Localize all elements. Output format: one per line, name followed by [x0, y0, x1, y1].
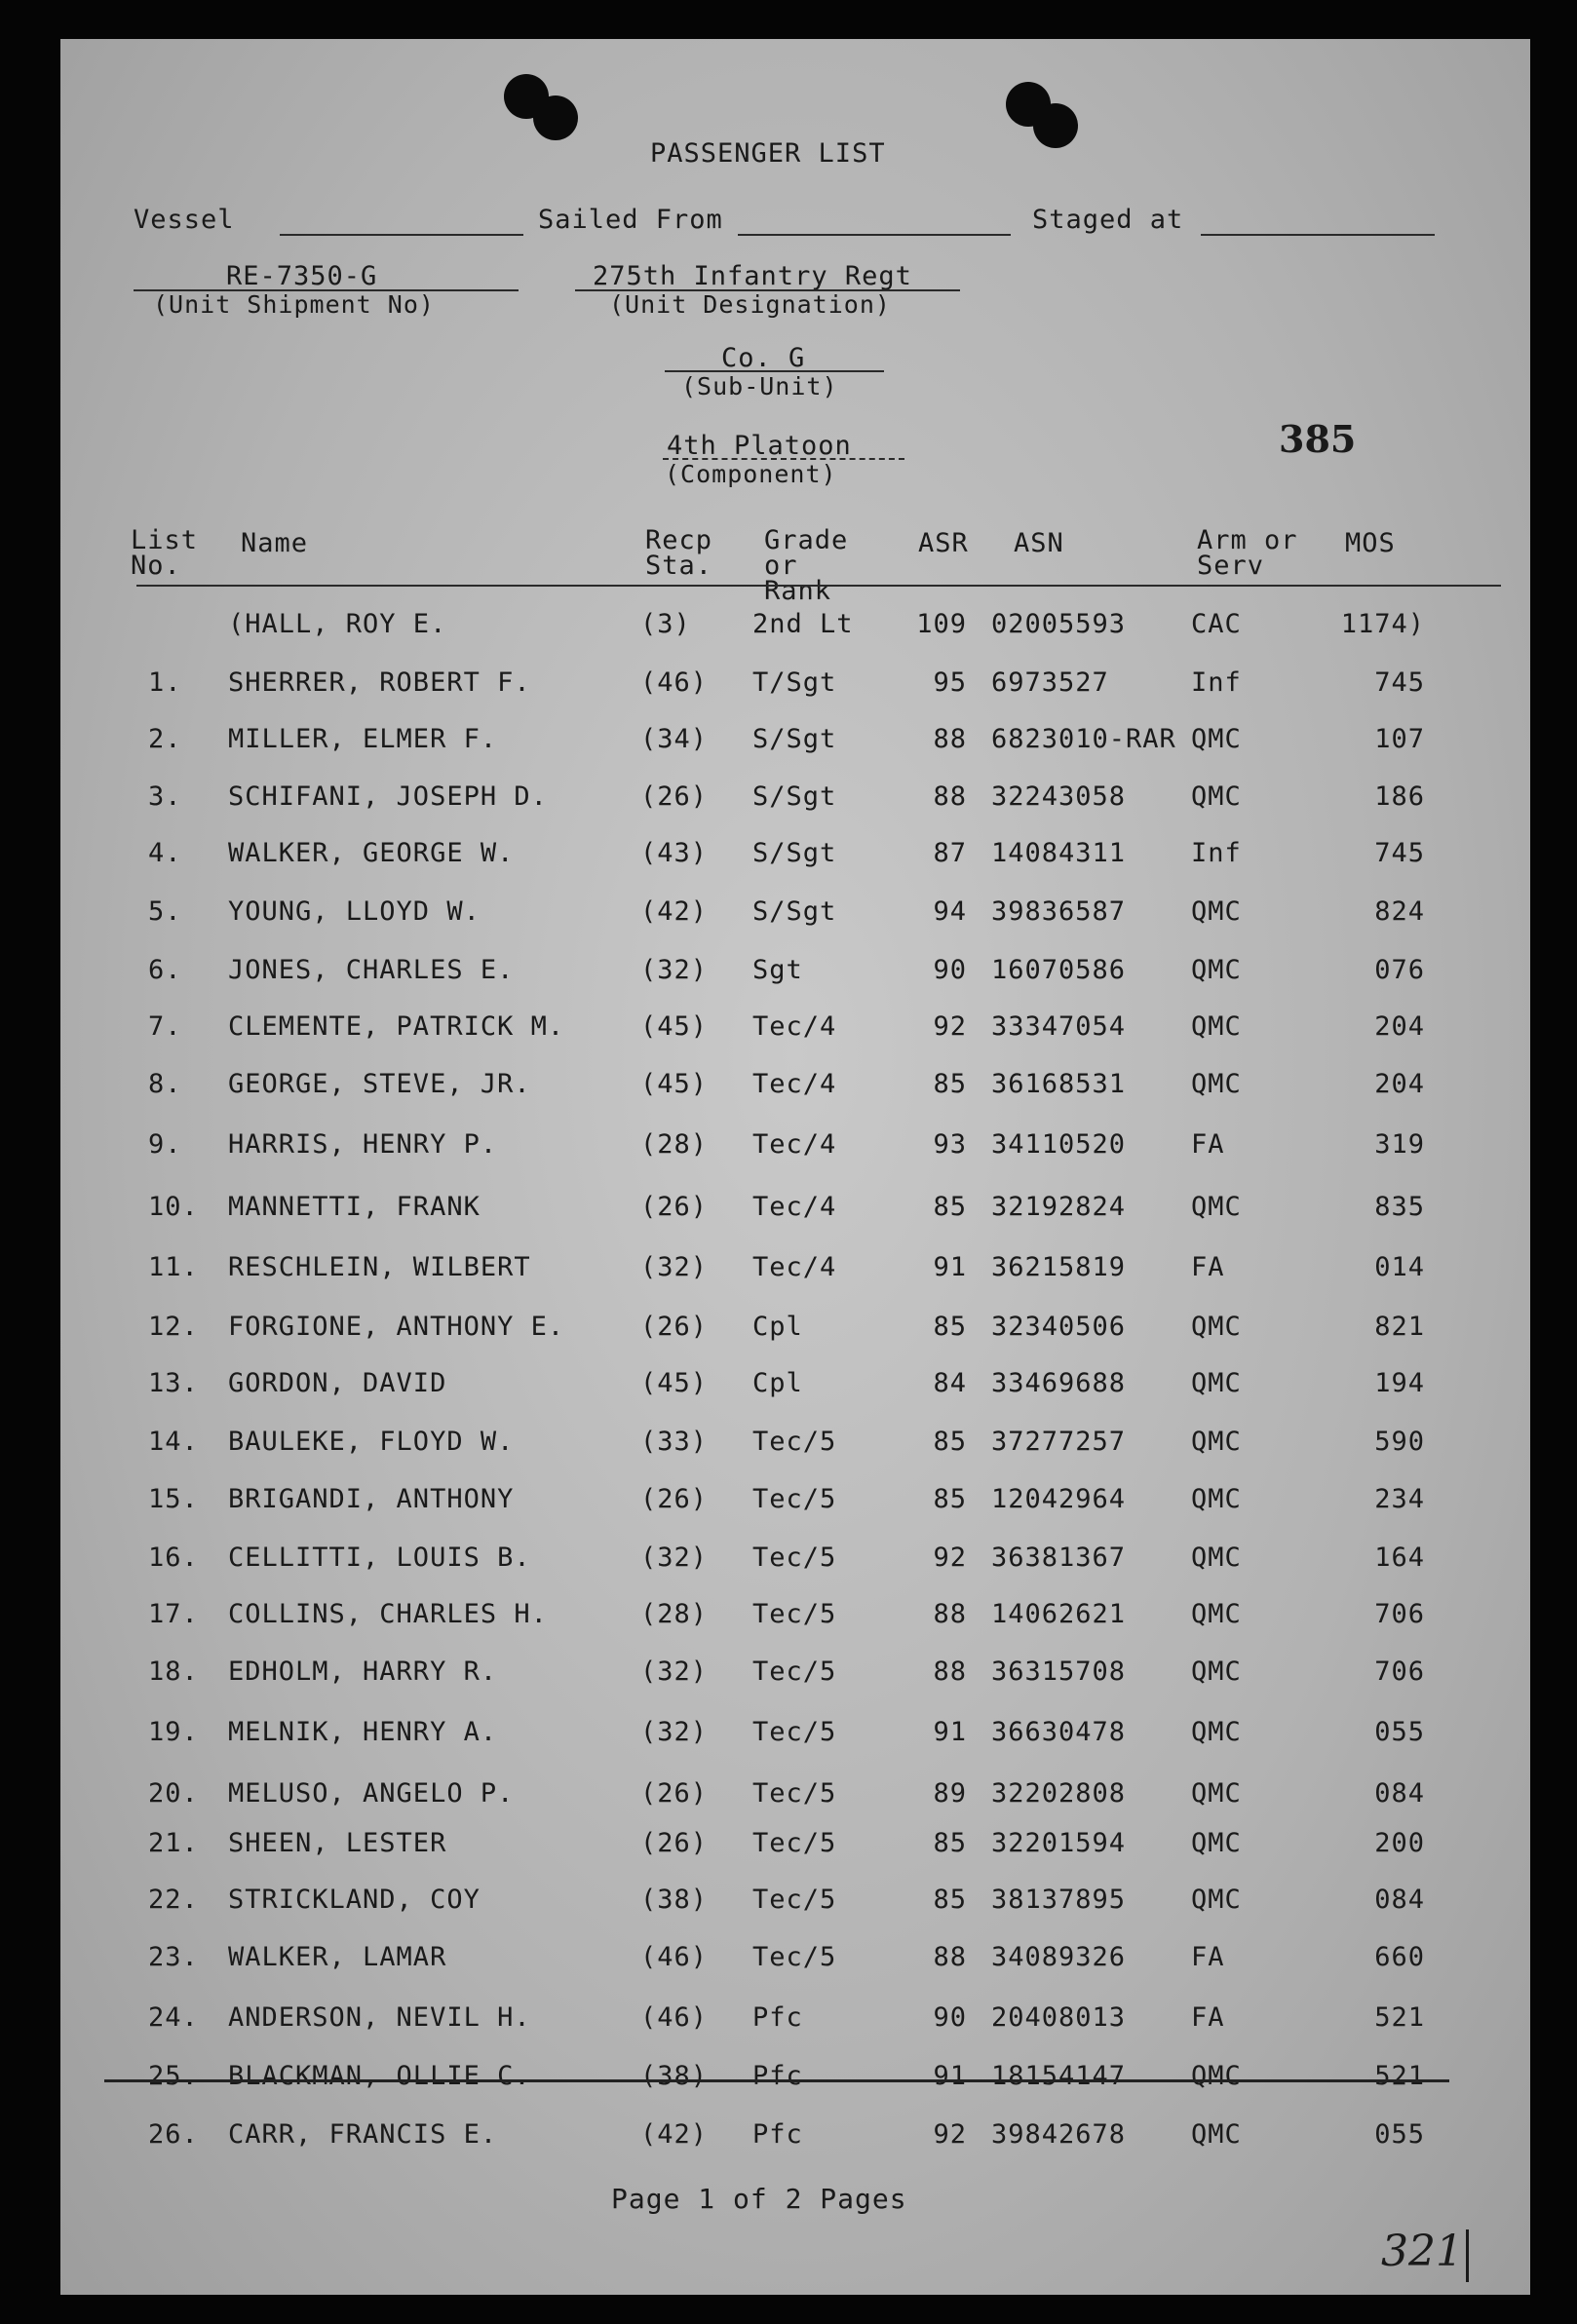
cell-no: 17.: [148, 1599, 199, 1629]
cell-arm: QMC: [1191, 1427, 1242, 1457]
cell-mos: 745: [1374, 838, 1425, 868]
cell-no: 1.: [148, 667, 182, 698]
cell-asr: 89: [933, 1778, 967, 1809]
cell-arm: FA: [1191, 1942, 1225, 1972]
cell-recp: (46): [640, 2002, 709, 2033]
cell-grade: Cpl: [752, 1312, 803, 1342]
cell-name: MANNETTI, FRANK: [228, 1192, 481, 1222]
cell-mos: 164: [1374, 1543, 1425, 1573]
cell-grade: Tec/4: [752, 1252, 837, 1282]
cell-mos: 200: [1374, 1828, 1425, 1858]
cell-arm: QMC: [1191, 1778, 1242, 1809]
cell-no: 22.: [148, 1885, 199, 1915]
cell-name: JONES, CHARLES E.: [228, 955, 515, 985]
cell-arm: QMC: [1191, 1717, 1242, 1747]
cell-name: ANDERSON, NEVIL H.: [228, 2002, 531, 2033]
cell-asr: 84: [933, 1368, 967, 1398]
cell-recp: (26): [640, 1778, 709, 1809]
cell-grade: Pfc: [752, 2002, 803, 2033]
cell-recp: (33): [640, 1427, 709, 1457]
cell-grade: Tec/5: [752, 1484, 837, 1514]
cell-arm: QMC: [1191, 2061, 1242, 2091]
cell-asn: 16070586: [991, 955, 1127, 985]
cell-recp: (32): [640, 1252, 709, 1282]
cell-recp: (28): [640, 1129, 709, 1160]
cell-arm: FA: [1191, 1129, 1225, 1160]
table-row: [60, 1427, 1530, 1466]
cell-recp: (26): [640, 1484, 709, 1514]
unit-designation: 275th Infantry Regt: [593, 261, 912, 291]
cell-name: CARR, FRANCIS E.: [228, 2119, 498, 2150]
cell-name: STRICKLAND, COY: [228, 1885, 481, 1915]
cell-no: 24.: [148, 2002, 199, 2033]
table-row: [60, 1312, 1530, 1351]
cell-mos: 234: [1374, 1484, 1425, 1514]
cell-mos: 835: [1374, 1192, 1425, 1222]
cell-mos: 084: [1374, 1778, 1425, 1809]
cell-name: SCHIFANI, JOSEPH D.: [228, 781, 548, 812]
cell-asr: 90: [933, 955, 967, 985]
table-row: [60, 1942, 1530, 1981]
cell-grade: S/Sgt: [752, 781, 837, 812]
component: 4th Platoon: [667, 431, 852, 461]
cell-name: CLEMENTE, PATRICK M.: [228, 1011, 565, 1042]
col-name: Name: [241, 528, 309, 558]
cell-arm: QMC: [1191, 1011, 1242, 1042]
cell-grade: Tec/5: [752, 1599, 837, 1629]
cell-mos: 706: [1374, 1599, 1425, 1629]
cell-recp: (26): [640, 1312, 709, 1342]
cell-grade: S/Sgt: [752, 896, 837, 927]
cell-mos: 319: [1374, 1129, 1425, 1160]
table-row: [60, 781, 1530, 820]
cell-recp: (45): [640, 1368, 709, 1398]
cell-no: 10.: [148, 1192, 199, 1222]
col-grade: Grade or Rank: [764, 525, 849, 606]
cell-mos: 521: [1374, 2002, 1425, 2033]
cell-asn: 6823010-RAR: [991, 724, 1176, 754]
col-mos: MOS: [1345, 528, 1396, 558]
cell-grade: Pfc: [752, 2119, 803, 2150]
cell-mos: 521: [1374, 2061, 1425, 2091]
cell-no: 20.: [148, 1778, 199, 1809]
staged-at-label: Staged at: [1032, 205, 1184, 235]
cell-arm: QMC: [1191, 1599, 1242, 1629]
cell-arm: QMC: [1191, 1657, 1242, 1687]
cell-name: MELNIK, HENRY A.: [228, 1717, 498, 1747]
punch-hole: [1033, 103, 1078, 148]
handwritten-mark: [1466, 2229, 1469, 2282]
cell-grade: S/Sgt: [752, 724, 837, 754]
cell-grade: Tec/5: [752, 1778, 837, 1809]
cell-no: 2.: [148, 724, 182, 754]
cell-asr: 92: [933, 2119, 967, 2150]
sailed-from-blank: [738, 234, 1011, 236]
table-row: [60, 1599, 1530, 1638]
cell-name: COLLINS, CHARLES H.: [228, 1599, 548, 1629]
cell-asr: 91: [933, 2061, 967, 2091]
cell-name: BRIGANDI, ANTHONY: [228, 1484, 515, 1514]
cell-asr: 88: [933, 1599, 967, 1629]
cell-no: 12.: [148, 1312, 199, 1342]
table-row: [60, 1252, 1530, 1291]
cell-asr: 94: [933, 896, 967, 927]
cell-no: 9.: [148, 1129, 182, 1160]
table-row: [60, 1011, 1530, 1050]
cell-name: (HALL, ROY E.: [228, 609, 447, 639]
cell-name: RESCHLEIN, WILBERT: [228, 1252, 531, 1282]
cell-name: GEORGE, STEVE, JR.: [228, 1069, 531, 1099]
cell-mos: 204: [1374, 1011, 1425, 1042]
cell-asn: 36215819: [991, 1252, 1127, 1282]
col-arm-serv: Arm or Serv: [1197, 525, 1298, 581]
cell-asn: 33469688: [991, 1368, 1127, 1398]
cell-arm: QMC: [1191, 1885, 1242, 1915]
col-recp-sta: Recp Sta.: [645, 525, 713, 581]
cell-asn: 18154147: [991, 2061, 1127, 2091]
cell-mos: 706: [1374, 1657, 1425, 1687]
cell-recp: (3): [640, 609, 691, 639]
cell-asn: 37277257: [991, 1427, 1127, 1457]
cell-arm: QMC: [1191, 1543, 1242, 1573]
cell-arm: QMC: [1191, 1828, 1242, 1858]
table-row: [60, 1828, 1530, 1867]
cell-no: 19.: [148, 1717, 199, 1747]
cell-no: 8.: [148, 1069, 182, 1099]
cell-recp: (34): [640, 724, 709, 754]
cell-arm: QMC: [1191, 2119, 1242, 2150]
cell-asn: 38137895: [991, 1885, 1127, 1915]
col-asn: ASN: [1014, 528, 1064, 558]
cell-mos: 745: [1374, 667, 1425, 698]
cell-grade: Tec/4: [752, 1011, 837, 1042]
shipment-caption: (Unit Shipment No): [153, 290, 435, 319]
cell-recp: (46): [640, 1942, 709, 1972]
table-row: [60, 2002, 1530, 2041]
cell-recp: (46): [640, 667, 709, 698]
cell-name: HARRIS, HENRY P.: [228, 1129, 498, 1160]
cell-name: CELLITTI, LOUIS B.: [228, 1543, 531, 1573]
cell-no: 18.: [148, 1657, 199, 1687]
cell-arm: FA: [1191, 1252, 1225, 1282]
cell-asr: 88: [933, 724, 967, 754]
cell-recp: (45): [640, 1069, 709, 1099]
vessel-label: Vessel: [134, 205, 235, 235]
table-row: [60, 1484, 1530, 1523]
vessel-blank: [280, 234, 523, 236]
cell-arm: QMC: [1191, 1069, 1242, 1099]
cell-grade: Tec/5: [752, 1828, 837, 1858]
cell-name: YOUNG, LLOYD W.: [228, 896, 481, 927]
cell-asn: 32202808: [991, 1778, 1127, 1809]
cell-asr: 85: [933, 1484, 967, 1514]
cell-mos: 1174): [1340, 609, 1425, 639]
cell-no: 14.: [148, 1427, 199, 1457]
cell-grade: Tec/5: [752, 1543, 837, 1573]
cell-asr: 85: [933, 1312, 967, 1342]
cell-recp: (38): [640, 2061, 709, 2091]
cell-no: 13.: [148, 1368, 199, 1398]
cell-asr: 95: [933, 667, 967, 698]
cell-name: MILLER, ELMER F.: [228, 724, 498, 754]
handwritten-note: 321: [1381, 2227, 1463, 2276]
cell-mos: 014: [1374, 1252, 1425, 1282]
subunit-caption: (Sub-Unit): [681, 372, 838, 400]
cell-arm: QMC: [1191, 1368, 1242, 1398]
cell-recp: (26): [640, 781, 709, 812]
cell-grade: Tec/5: [752, 1942, 837, 1972]
strikethrough-line: [104, 2079, 1449, 2082]
cell-recp: (32): [640, 1717, 709, 1747]
cell-name: WALKER, GEORGE W.: [228, 838, 515, 868]
cell-asn: 39836587: [991, 896, 1127, 927]
table-row: [60, 1069, 1530, 1108]
cell-asr: 91: [933, 1717, 967, 1747]
staged-at-blank: [1201, 234, 1435, 236]
cell-mos: 107: [1374, 724, 1425, 754]
table-row: [60, 667, 1530, 706]
sailed-from-label: Sailed From: [538, 205, 723, 235]
cell-mos: 204: [1374, 1069, 1425, 1099]
table-row: [60, 838, 1530, 877]
cell-arm: QMC: [1191, 1312, 1242, 1342]
table-row: [60, 724, 1530, 763]
cell-arm: Inf: [1191, 838, 1242, 868]
cell-asr: 109: [916, 609, 967, 639]
unit-shipment-no: RE-7350-G: [226, 261, 378, 291]
cell-grade: Tec/5: [752, 1717, 837, 1747]
cell-asr: 85: [933, 1828, 967, 1858]
cell-asn: 33347054: [991, 1011, 1127, 1042]
cell-mos: 194: [1374, 1368, 1425, 1398]
cell-asn: 32201594: [991, 1828, 1127, 1858]
cell-grade: Sgt: [752, 955, 803, 985]
cell-mos: 084: [1374, 1885, 1425, 1915]
cell-asn: 6973527: [991, 667, 1109, 698]
cell-recp: (42): [640, 2119, 709, 2150]
cell-asn: 14084311: [991, 838, 1127, 868]
cell-no: 16.: [148, 1543, 199, 1573]
cell-arm: QMC: [1191, 781, 1242, 812]
cell-mos: 590: [1374, 1427, 1425, 1457]
cell-name: MELUSO, ANGELO P.: [228, 1778, 515, 1809]
cell-asn: 39842678: [991, 2119, 1127, 2150]
table-row: [60, 1543, 1530, 1581]
sub-unit: Co. G: [721, 343, 806, 373]
cell-no: 4.: [148, 838, 182, 868]
cell-asr: 92: [933, 1011, 967, 1042]
cell-asn: 34110520: [991, 1129, 1127, 1160]
cell-name: SHERRER, ROBERT F.: [228, 667, 531, 698]
cell-no: 5.: [148, 896, 182, 927]
cell-no: 21.: [148, 1828, 199, 1858]
cell-recp: (42): [640, 896, 709, 927]
cell-no: 23.: [148, 1942, 199, 1972]
cell-mos: 824: [1374, 896, 1425, 927]
cell-asr: 88: [933, 1657, 967, 1687]
cell-grade: Tec/4: [752, 1129, 837, 1160]
cell-no: 25.: [148, 2061, 199, 2091]
col-asr: ASR: [918, 528, 969, 558]
cell-asn: 02005593: [991, 609, 1127, 639]
cell-recp: (26): [640, 1828, 709, 1858]
cell-name: FORGIONE, ANTHONY E.: [228, 1312, 565, 1342]
page-number: 385: [1279, 417, 1357, 461]
cell-asn: 32243058: [991, 781, 1127, 812]
page-footer: Page 1 of 2 Pages: [611, 2183, 907, 2215]
cell-asn: 36381367: [991, 1543, 1127, 1573]
cell-asr: 88: [933, 781, 967, 812]
cell-asr: 91: [933, 1252, 967, 1282]
header-rule: [136, 585, 1501, 587]
cell-recp: (32): [640, 955, 709, 985]
cell-asn: 14062621: [991, 1599, 1127, 1629]
cell-asn: 36168531: [991, 1069, 1127, 1099]
cell-asn: 20408013: [991, 2002, 1127, 2033]
cell-arm: FA: [1191, 2002, 1225, 2033]
punch-hole: [533, 95, 578, 140]
cell-name: BLACKMAN, OLLIE C.: [228, 2061, 531, 2091]
table-row: [60, 1368, 1530, 1407]
cell-mos: 186: [1374, 781, 1425, 812]
cell-recp: (32): [640, 1657, 709, 1687]
cell-grade: Tec/5: [752, 1657, 837, 1687]
table-row: [60, 1192, 1530, 1231]
cell-grade: Tec/5: [752, 1427, 837, 1457]
table-row: [60, 1717, 1530, 1756]
cell-mos: 076: [1374, 955, 1425, 985]
cell-grade: Tec/4: [752, 1069, 837, 1099]
cell-arm: QMC: [1191, 1192, 1242, 1222]
col-list-no: List No.: [131, 525, 199, 581]
cell-grade: Pfc: [752, 2061, 803, 2091]
cell-mos: 055: [1374, 1717, 1425, 1747]
officer-row: [60, 609, 1530, 648]
cell-arm: Inf: [1191, 667, 1242, 698]
cell-asn: 34089326: [991, 1942, 1127, 1972]
table-row: [60, 955, 1530, 994]
cell-recp: (43): [640, 838, 709, 868]
table-row: [60, 1885, 1530, 1924]
cell-grade: 2nd Lt: [752, 609, 854, 639]
table-row: [60, 2119, 1530, 2158]
cell-grade: T/Sgt: [752, 667, 837, 698]
cell-recp: (32): [640, 1543, 709, 1573]
cell-asr: 90: [933, 2002, 967, 2033]
cell-no: 6.: [148, 955, 182, 985]
cell-asr: 85: [933, 1192, 967, 1222]
document-page: [60, 39, 1530, 2295]
cell-grade: Cpl: [752, 1368, 803, 1398]
unit-caption: (Unit Designation): [609, 290, 891, 319]
table-row: [60, 1778, 1530, 1817]
cell-asn: 36315708: [991, 1657, 1127, 1687]
cell-arm: QMC: [1191, 955, 1242, 985]
cell-asr: 85: [933, 1885, 967, 1915]
component-caption: (Component): [665, 460, 837, 488]
cell-arm: CAC: [1191, 609, 1242, 639]
cell-asr: 92: [933, 1543, 967, 1573]
cell-mos: 660: [1374, 1942, 1425, 1972]
cell-asr: 93: [933, 1129, 967, 1160]
cell-asr: 88: [933, 1942, 967, 1972]
cell-recp: (38): [640, 1885, 709, 1915]
cell-asr: 85: [933, 1069, 967, 1099]
cell-asn: 12042964: [991, 1484, 1127, 1514]
cell-mos: 821: [1374, 1312, 1425, 1342]
cell-arm: QMC: [1191, 1484, 1242, 1514]
table-row: [60, 2061, 1530, 2100]
cell-no: 11.: [148, 1252, 199, 1282]
cell-recp: (28): [640, 1599, 709, 1629]
cell-no: 3.: [148, 781, 182, 812]
cell-asr: 85: [933, 1427, 967, 1457]
cell-name: EDHOLM, HARRY R.: [228, 1657, 498, 1687]
cell-recp: (45): [640, 1011, 709, 1042]
cell-grade: Tec/4: [752, 1192, 837, 1222]
cell-no: 7.: [148, 1011, 182, 1042]
cell-mos: 055: [1374, 2119, 1425, 2150]
cell-arm: QMC: [1191, 724, 1242, 754]
table-row: [60, 1129, 1530, 1168]
cell-asn: 36630478: [991, 1717, 1127, 1747]
table-row: [60, 1657, 1530, 1695]
document-title: PASSENGER LIST: [650, 138, 886, 169]
cell-no: 26.: [148, 2119, 199, 2150]
table-row: [60, 896, 1530, 935]
cell-grade: S/Sgt: [752, 838, 837, 868]
cell-name: SHEEN, LESTER: [228, 1828, 447, 1858]
cell-name: WALKER, LAMAR: [228, 1942, 447, 1972]
cell-no: 15.: [148, 1484, 199, 1514]
cell-asr: 87: [933, 838, 967, 868]
cell-recp: (26): [640, 1192, 709, 1222]
cell-asn: 32192824: [991, 1192, 1127, 1222]
cell-name: GORDON, DAVID: [228, 1368, 447, 1398]
cell-name: BAULEKE, FLOYD W.: [228, 1427, 515, 1457]
cell-grade: Tec/5: [752, 1885, 837, 1915]
cell-arm: QMC: [1191, 896, 1242, 927]
cell-asn: 32340506: [991, 1312, 1127, 1342]
